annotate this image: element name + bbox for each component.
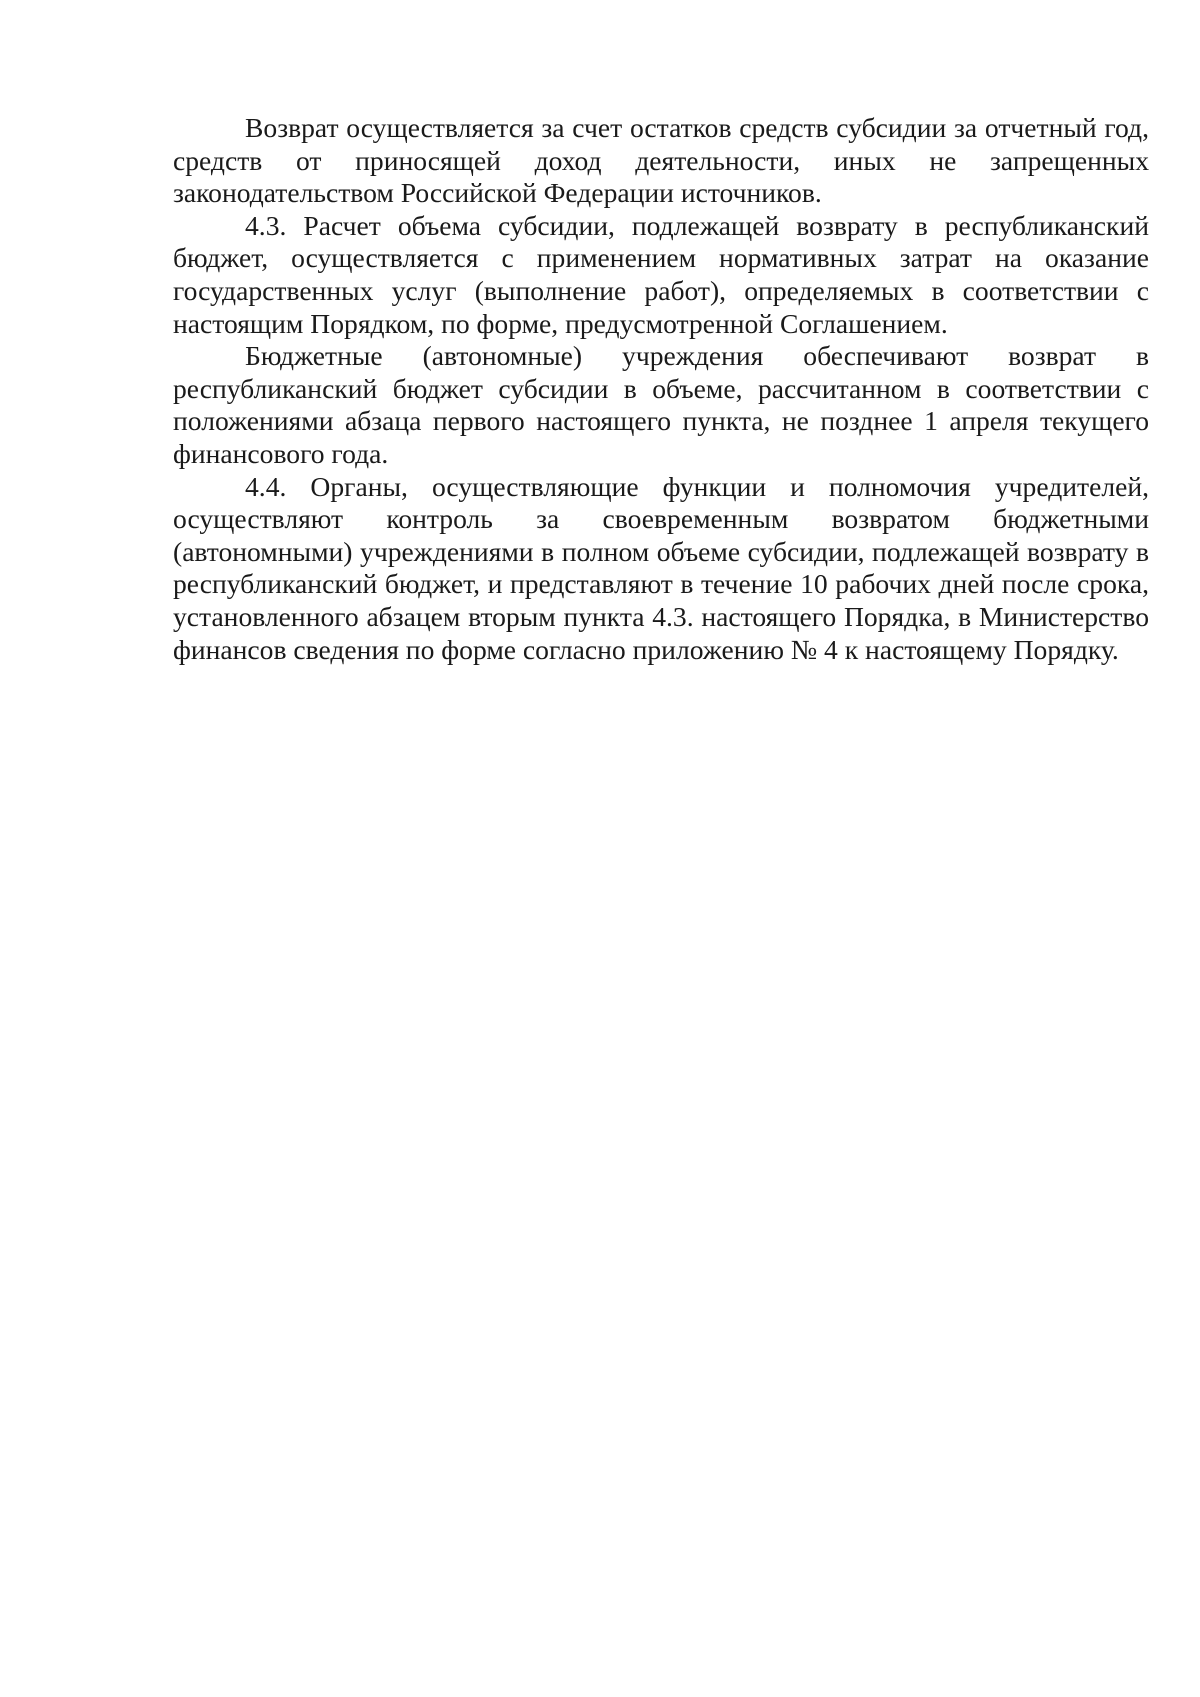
- paragraph-4-4: 4.4. Органы, осуществляющие функции и полномочия учредителей, осуществляют контроль за своевременным возвратом бюджетными (автономными) учреждениями в полном объеме субсидии, подлежащей возврату в республиканский бюджет, и представляют в течение 10 рабочих дней после срока, установленного абзацем вторым пункта 4.3. настоящего Порядка, в Министерство финансов сведения по форме согласно приложению № 4 к настоящему Порядку.: [173, 470, 1149, 665]
- paragraph-refund-sources: Возврат осуществляется за счет остатков средств субсидии за отчетный год, средств от приносящей доход деятельности, иных не запрещенных законодательством Российской Федерации источников.: [173, 112, 1149, 209]
- paragraph-4-3: 4.3. Расчет объема субсидии, подлежащей возврату в республиканский бюджет, осуществляется с применением нормативных затрат на оказание государственных услуг (выполнение работ), определяемых в соответствии с настоящим Порядком, по форме, предусмотренной Соглашением.: [173, 209, 1149, 339]
- document-body: [173, 112, 1149, 666]
- paragraph-refund-deadline: Бюджетные (автономные) учреждения обеспечивают возврат в республиканский бюджет субсидии в объеме, рассчитанном в соответствии с положениями абзаца первого настоящего пункта, не позднее 1 апреля текущего финансового года.: [173, 340, 1149, 469]
